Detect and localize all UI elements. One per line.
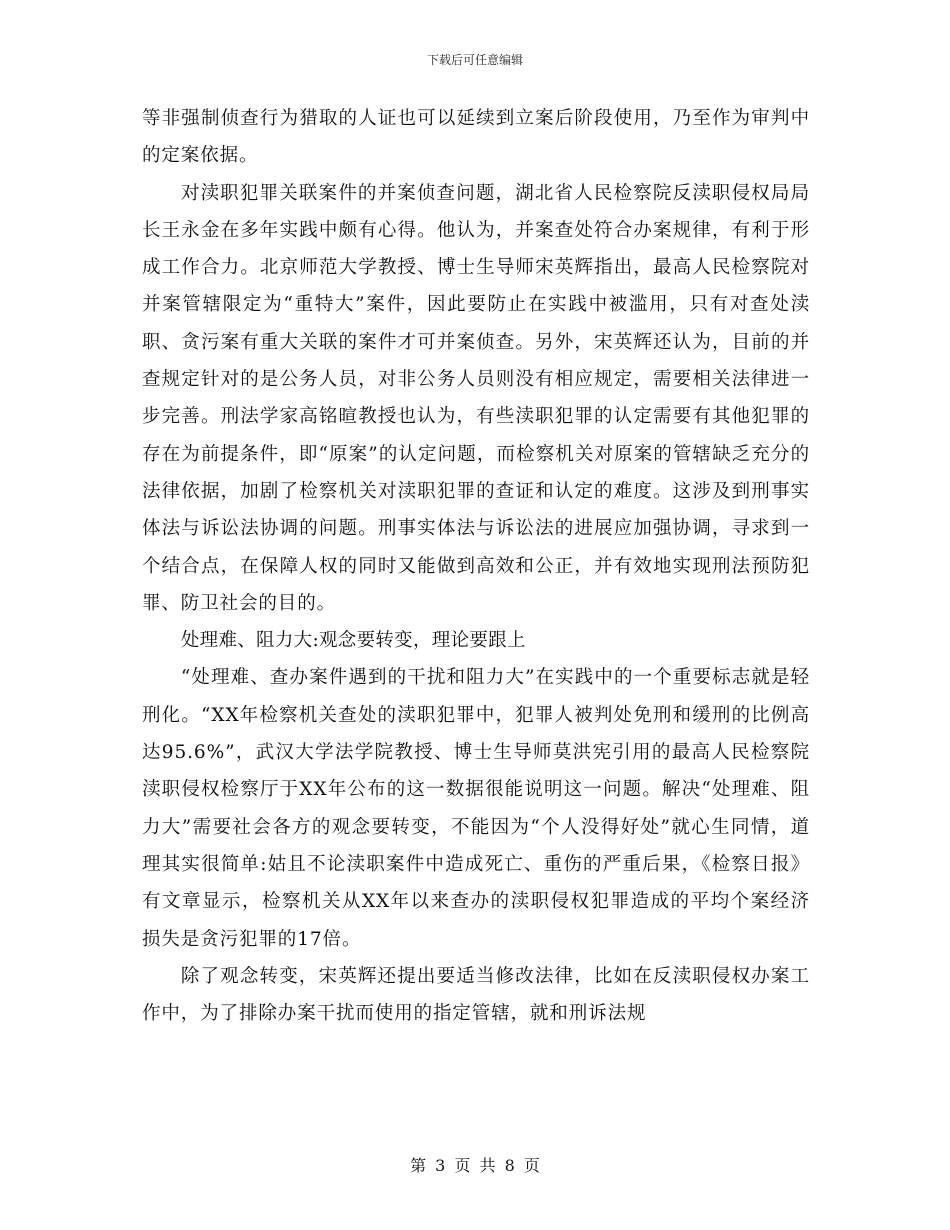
section-heading: 处理难、阻力大:观念要转变，理论要跟上 (180, 630, 526, 652)
paragraph-continuation: 等非强制侦查行为猎取的人证也可以延续到立案后阶段使用，乃至作为审判中的定案依据。 (142, 108, 810, 167)
paragraph-joint-investigation: 对渎职犯罪关联案件的并案侦查问题，湖北省人民检察院反渎职侵权局局长王永金在多年实践中颇有心得。他认为，并案查处符合办案规律，有利于形成工作合力。北京师范大学教授、博士生导师宋英辉指出，最高人民检察院对并案管辖限定为“重特大”案件，因此要防止在实践中被滥用，只有对查处渎职、贪污案有重大关联的案件才可并案侦查。另外，宋英辉还认为，目前的并查规定针对的是公务人员，对非公务人员则没有相应规定，需要相关法律进一步完善。刑法学家高铭暄教授也认为，有些渎职犯罪的认定需要有其他犯罪的存在为前提条件，即“原案”的认定问题，而检察机关对原案的管辖缺乏充分的法律依据，加剧了检察机关对渎职犯罪的查证和认定的难度。这涉及到刑事实体法与诉讼法协调的问题。刑事实体法与诉讼法的进展应加强协调，寻求到一个结合点，在保障人权的同时又能做到高效和公正，并有效地实现刑法预防犯罪、防卫社会的目的。 (142, 182, 810, 614)
page-header: 下载后可任意编辑 (426, 53, 523, 67)
document-body (142, 100, 810, 1032)
paragraph-law-revision: 除了观念转变，宋英辉还提出要适当修改法律，比如在反渎职侵权办案工作中，为了排除办案干扰而使用的指定管辖，就和刑诉法规 (142, 965, 810, 1025)
page-footer: 第 3 页 共 8 页 (410, 1156, 540, 1175)
paragraph-light-sentencing: “处理难、查办案件遇到的干扰和阻力大”在实践中的一个重要标志就是轻刑化。“XX年检察机关查处的渎职犯罪中，犯罪人被判处免刑和缓刑的比例高达95.6%”，武汉大学法学院教授、博士生导师莫洪宪引用的最高人民检察院渎职侵权检察厅于XX年公布的这一数据很能说明这一问题。解决“处理难、阻力大”需要社会各方的观念要转变，不能因为“个人没得好处”就心生同情，道理其实很简单:姑且不论渎职案件中造成死亡、重伤的严重后果，《检察日报》有文章显示，检察机关从XX年以来查办的渎职侵权犯罪造成的平均个案经济损失是贪污犯罪的17倍。 (142, 667, 810, 950)
